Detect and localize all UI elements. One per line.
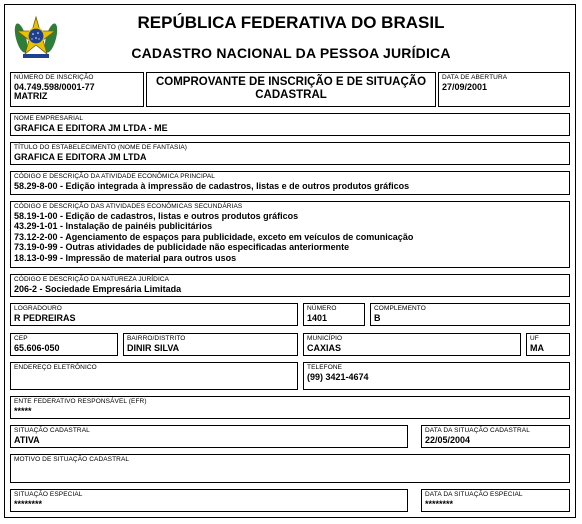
municipio-label: MUNICÍPIO: [307, 335, 343, 342]
municipio-value: CAXIAS: [307, 343, 342, 353]
document-title-line2: CADASTRAL: [255, 89, 327, 101]
inscricao-box: [10, 72, 144, 107]
list-item: 18.13-0-99 - Impressão de material para outros usos: [14, 252, 237, 263]
nome-empresarial-label: NOME EMPRESARIAL: [14, 115, 84, 122]
country-heading: REPÚBLICA FEDERATIVA DO BRASIL: [137, 13, 445, 32]
data-situacao-box: [421, 425, 570, 448]
fantasia-box: [10, 142, 570, 165]
situacao-value: ATIVA: [14, 435, 40, 445]
bairro-value: DINIR SILVA: [127, 343, 180, 353]
atividades-secundarias-label: CÓDIGO E DESCRIÇÃO DAS ATIVIDADES ECONÔMICAS SECUNDÁRIAS: [14, 203, 243, 210]
logradouro-value: R PEDREIRAS: [14, 313, 76, 323]
data-situacao-especial-box: [421, 489, 570, 512]
nome-empresarial-value: GRAFICA E EDITORA JM LTDA - ME: [14, 123, 168, 133]
data-situacao-especial-label: DATA DA SITUAÇÃO ESPECIAL: [425, 491, 523, 498]
efr-label: ENTE FEDERATIVO RESPONSÁVEL (EFR): [14, 398, 147, 405]
atividades-secundarias-box: [10, 201, 570, 268]
atividade-principal-value: 58.29-8-00 - Edição integrada à impressão de cadastros, listas e de outros produtos gráficos: [14, 181, 410, 191]
email-box: [10, 362, 298, 390]
uf-box: [526, 333, 570, 356]
efr-box: [10, 396, 570, 419]
uf-label: UF: [530, 335, 539, 342]
numero-box: [303, 303, 365, 326]
complemento-label: COMPLEMENTO: [374, 305, 426, 312]
logradouro-label: LOGRADOURO: [14, 305, 62, 312]
cep-label: CEP: [14, 335, 28, 342]
atividade-principal-label: CÓDIGO E DESCRIÇÃO DA ATIVIDADE ECONÔMICA PRINCIPAL: [14, 173, 215, 180]
inscricao-type: MATRIZ: [14, 91, 48, 101]
inscricao-number: 04.749.598/0001-77: [14, 82, 95, 92]
abertura-value: 27/09/2001: [442, 82, 488, 92]
efr-value: *****: [14, 406, 32, 416]
fantasia-label: TÍTULO DO ESTABELECIMENTO (NOME DE FANTASIA): [14, 144, 188, 151]
list-item: 73.19-0-99 - Outras atividades de publicidade não especificadas anteriormente: [14, 242, 350, 253]
situacao-especial-label: SITUAÇÃO ESPECIAL: [14, 491, 83, 498]
atividade-principal-box: [10, 171, 570, 195]
list-item: 73.12-2-00 - Agenciamento de espaços para publicidade, exceto em veículos de comunicação: [14, 231, 414, 242]
list-item: 58.19-1-00 - Edição de cadastros, listas e outros produtos gráficos: [14, 211, 299, 221]
motivo-label: MOTIVO DE SITUAÇÃO CADASTRAL: [14, 456, 130, 463]
situacao-label: SITUAÇÃO CADASTRAL: [14, 427, 90, 434]
telefone-value: (99) 3421-4674: [307, 372, 369, 382]
bairro-label: BAIRRO/DISTRITO: [127, 335, 186, 342]
document-title-line1: COMPROVANTE DE INSCRIÇÃO E DE SITUAÇÃO: [155, 76, 427, 88]
data-situacao-value: 22/05/2004: [425, 435, 471, 445]
email-label: ENDEREÇO ELETRÔNICO: [14, 364, 97, 371]
situacao-especial-box: [10, 489, 408, 512]
motivo-box: [10, 454, 570, 483]
natureza-juridica-value: 206-2 - Sociedade Empresária Limitada: [14, 284, 182, 294]
nome-empresarial-box: [10, 113, 570, 136]
registry-heading: CADASTRO NACIONAL DA PESSOA JURÍDICA: [131, 45, 451, 61]
abertura-box: [438, 72, 570, 107]
complemento-box: [370, 303, 570, 326]
data-situacao-label: DATA DA SITUAÇÃO CADASTRAL: [425, 427, 530, 434]
data-situacao-especial-value: ********: [425, 499, 454, 509]
abertura-label: DATA DE ABERTURA: [442, 74, 508, 81]
situacao-especial-value: ********: [14, 499, 43, 509]
numero-value: 1401: [307, 313, 328, 323]
situacao-box: [10, 425, 408, 448]
atividades-secundarias-list: [14, 211, 413, 263]
numero-label: NÚMERO: [307, 305, 337, 312]
cep-value: 65.606-050: [14, 343, 60, 353]
list-item: 43.29-1-01 - Instalação de painéis publicitários: [14, 221, 213, 232]
telefone-box: [303, 362, 570, 390]
natureza-juridica-box: [10, 274, 570, 297]
fantasia-value: GRAFICA E EDITORA JM LTDA: [14, 152, 147, 162]
inscricao-label: NÚMERO DE INSCRIÇÃO: [14, 74, 94, 81]
bairro-box: [123, 333, 298, 356]
logradouro-box: [10, 303, 298, 326]
cep-box: [10, 333, 118, 356]
natureza-juridica-label: CÓDIGO E DESCRIÇÃO DA NATUREZA JURÍDICA: [14, 276, 170, 283]
complemento-value: B: [374, 313, 381, 323]
municipio-box: [303, 333, 521, 356]
uf-value: MA: [530, 343, 544, 353]
document-title-box: [146, 72, 436, 107]
telefone-label: TELEFONE: [307, 364, 343, 371]
